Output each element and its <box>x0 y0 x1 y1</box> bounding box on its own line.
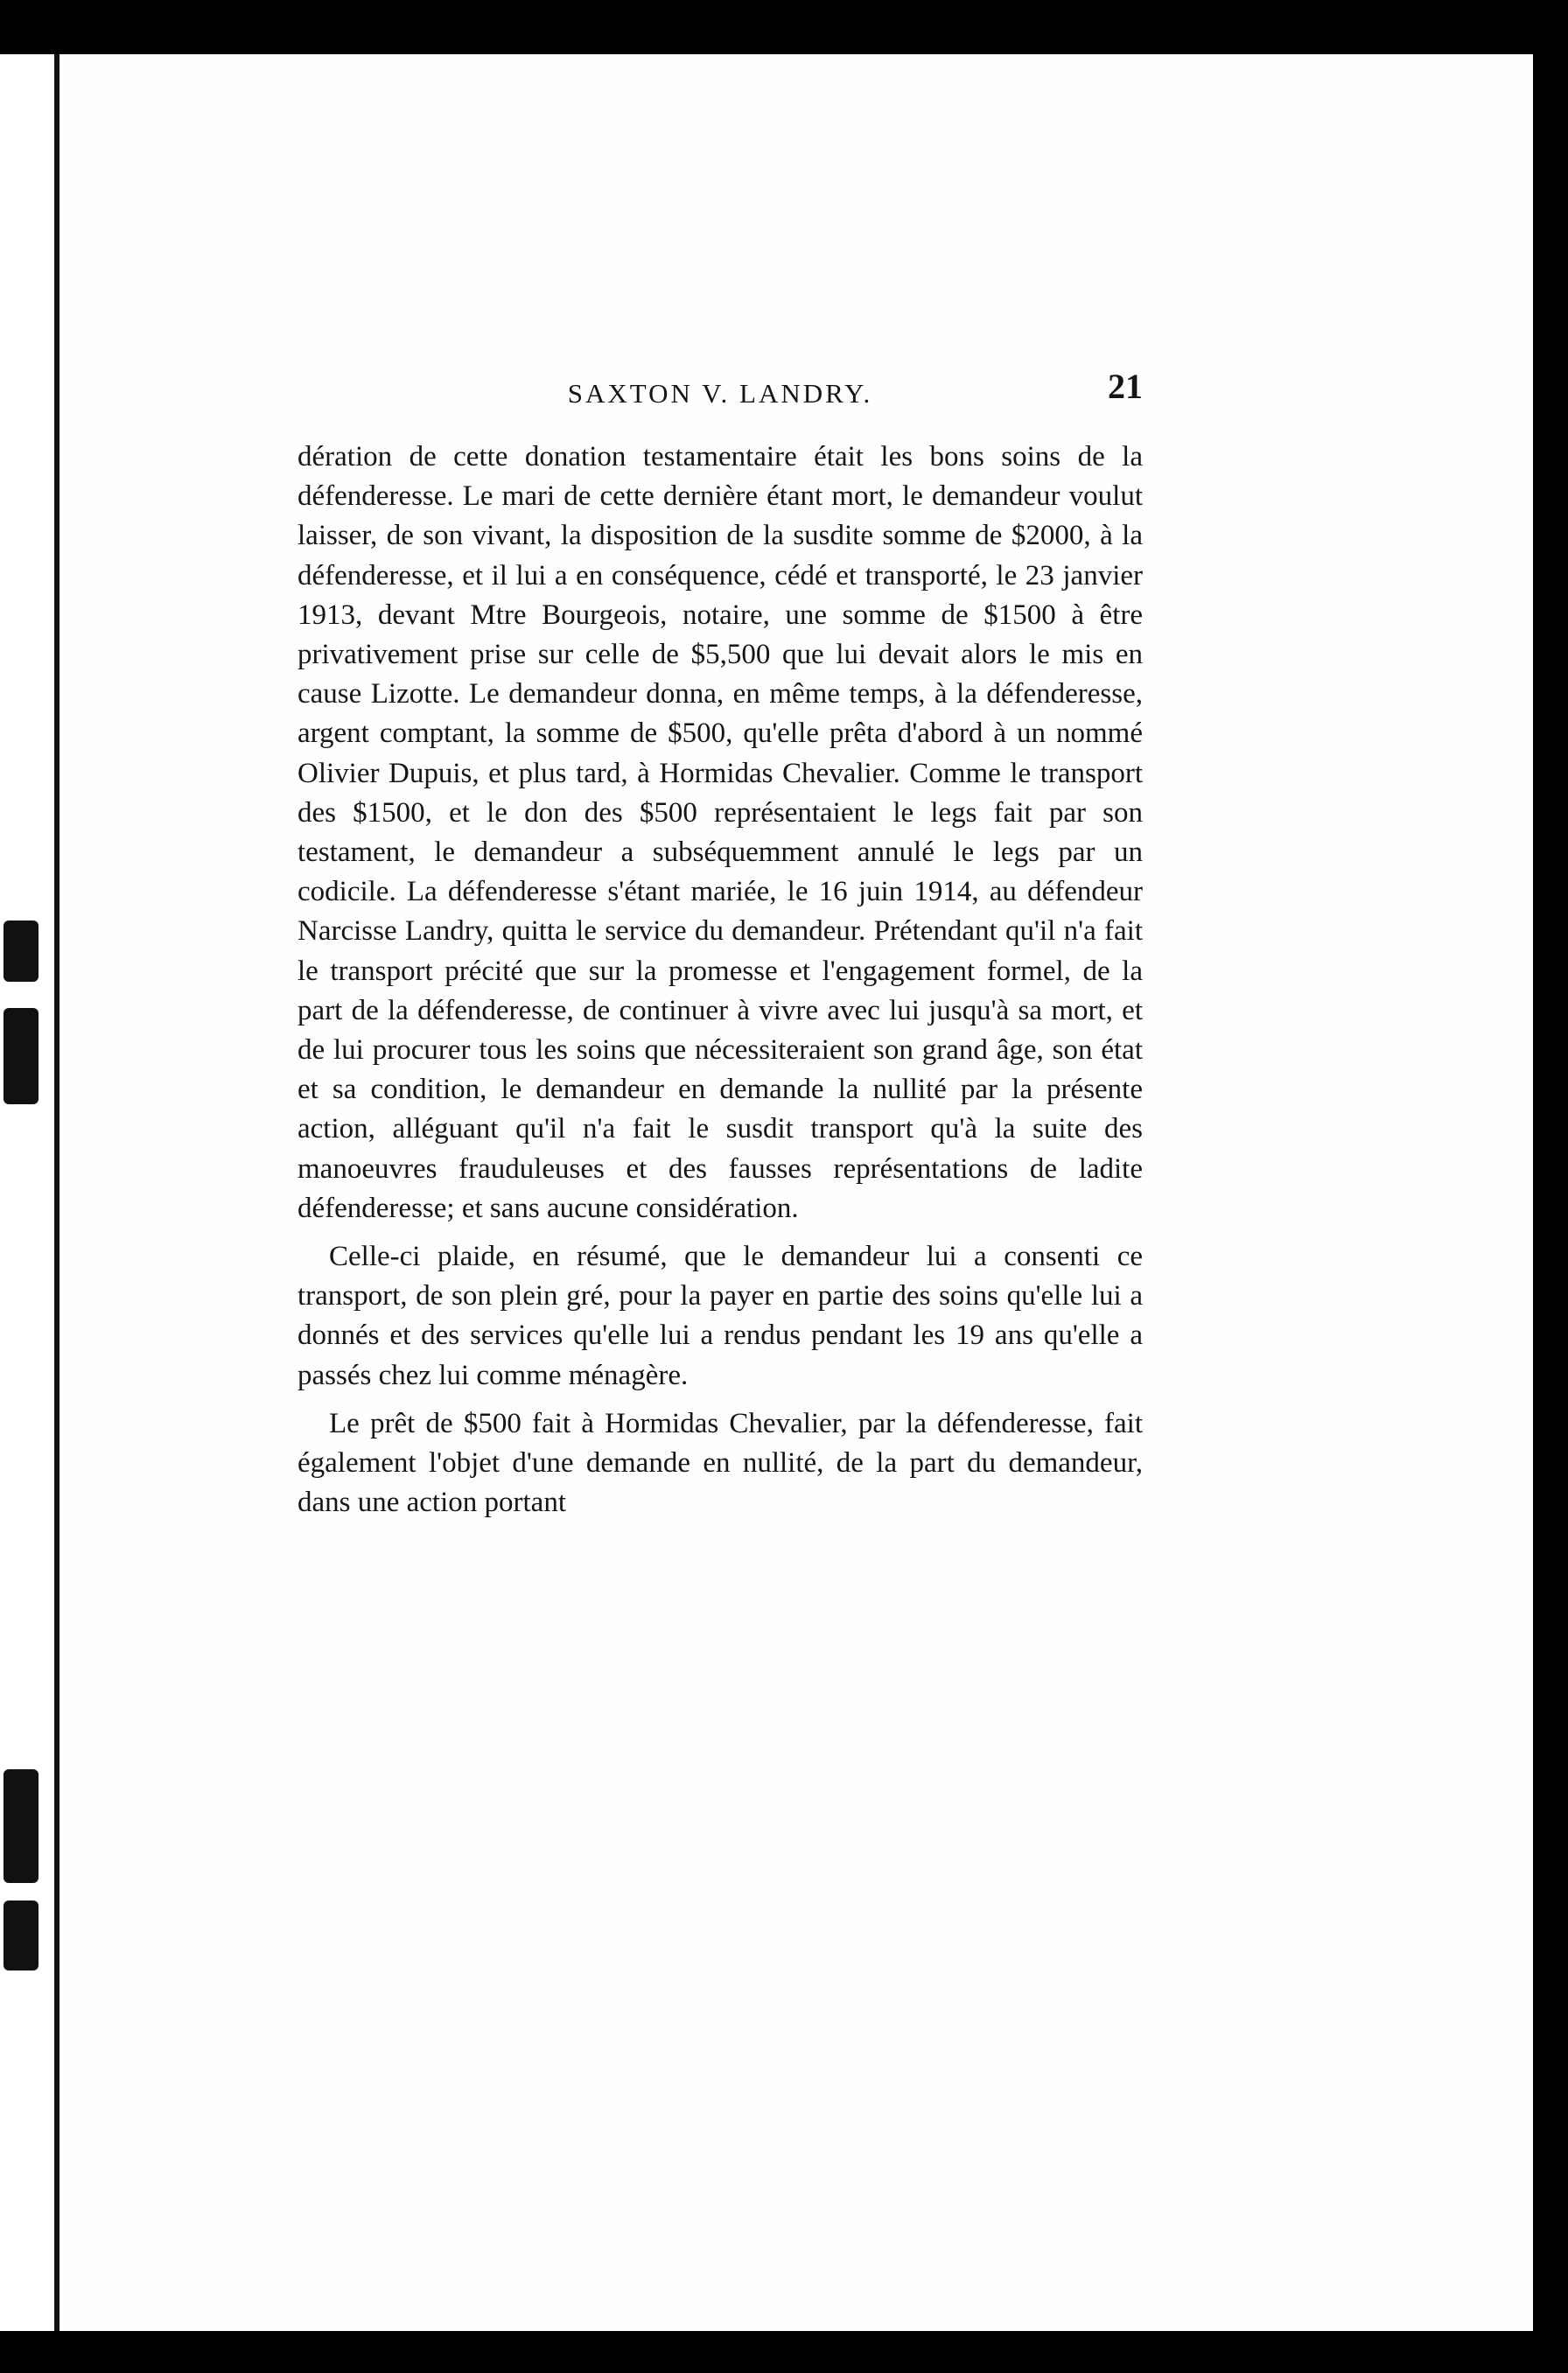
binding-edge <box>0 54 60 2331</box>
scan-border-bottom <box>0 2331 1568 2373</box>
scan-border-top <box>0 0 1568 54</box>
running-title: SAXTON V. LANDRY. <box>567 378 873 409</box>
binding-mark <box>4 920 38 982</box>
page-content <box>298 366 1143 1522</box>
binding-mark <box>4 1769 38 1883</box>
binding-mark <box>4 1900 38 1970</box>
page-number: 21 <box>1108 367 1143 406</box>
paragraph: Le prêt de $500 fait à Hormidas Chevalier, par la défenderesse, fait également l'objet d'une demande en nullité, de la part du demandeur, dans une action portant <box>298 1407 1143 1519</box>
scan-border-right <box>1533 0 1568 2373</box>
body-text <box>298 438 1143 1522</box>
page-header <box>298 366 1143 418</box>
paragraph: dération de cette donation testamentaire était les bons soins de la défenderesse. Le mari de cette dernière étant mort, le demandeur voulut laisser, de son vivant, la disposition de la susdite somme de $2000, à la défenderesse, et il lui a en conséquence, cédé et transporté, le 23 janvier 1913, devant Mtre Bourgeois, notaire, une somme de $1500 à être privativement prise sur celle de $5,500 que lui devait alors le mis en cause Lizotte. Le demandeur donna, en même temps, à la défenderesse, argent comptant, la somme de $500, qu'elle prêta d'abord à un nommé Olivier Dupuis, et plus tard, à Hormidas Chevalier. Comme le transport des $1500, et le don des $500 représentaient le legs fait par son testament, le demandeur a subséquemment annulé le legs par un codicile. La défenderesse s'étant mariée, le 16 juin 1914, au défendeur Narcisse Landry, quitta le service du demandeur. Prétendant qu'il n'a fait le transport précité que sur la promesse et l'engagement formel, de la part de la défenderesse, de continuer à vivre avec lui jusqu'à sa mort, et de lui procurer tous les soins que nécessiteraient son grand âge, son état et sa condition, le demandeur en demande la nullité par la présente action, alléguant qu'il n'a fait le susdit transport qu'à la suite des manoeuvres frauduleuses et des fausses représentations de ladite défenderesse; et sans aucune considération. <box>298 441 1143 1224</box>
paragraph: Celle-ci plaide, en résumé, que le demandeur lui a consenti ce transport, de son plein gré, pour la payer en partie des soins qu'elle lui a donnés et des services qu'elle lui a rendus pendant les 19 ans qu'elle a passés chez lui comme ménagère. <box>298 1241 1143 1391</box>
binding-mark <box>4 1008 38 1104</box>
